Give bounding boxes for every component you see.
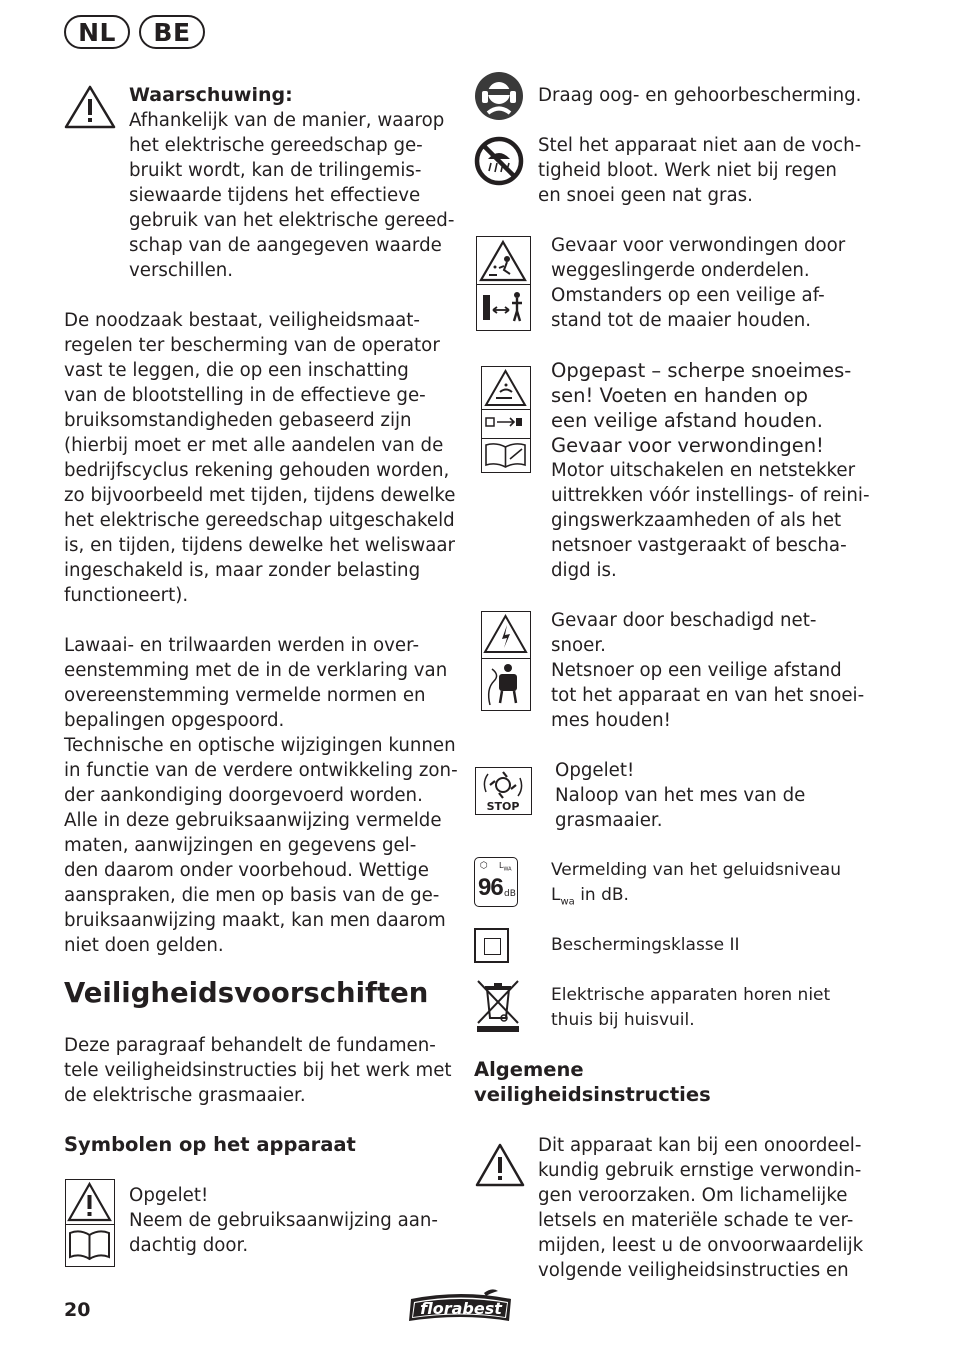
sharp-blades-warning-line: Opgepast – scherpe snoeimes- xyxy=(551,359,852,382)
florabest-logo xyxy=(406,1287,516,1327)
no-rain-icon xyxy=(474,136,524,186)
paragraph-exposure-line: vast te leggen, die op een inschatting xyxy=(64,360,409,381)
paragraph-noise-values-line: eenstemming met de in de verklaring van xyxy=(64,660,448,681)
thrown-objects-text xyxy=(551,233,845,333)
eye-ear-protection-text xyxy=(538,83,861,108)
paragraph-exposure-line: is, en tijden, tijdens dewelke het weliswaar xyxy=(64,535,456,556)
general-safety-text-line: mijden, leest u de onvoorwaardelijk xyxy=(538,1235,864,1256)
unplug-instructions-line: gingswerkzaamheden of als het xyxy=(551,510,842,531)
unplug-instructions-line: digd is. xyxy=(551,560,617,581)
eye-ear-protection-text-line: Draag oog- en gehoorbescherming. xyxy=(538,85,862,106)
damaged-cord-text xyxy=(551,608,864,733)
paragraph-noise-values xyxy=(64,633,458,958)
thrown-objects-text-line: weggeslingerde onderdelen. xyxy=(551,260,810,281)
language-badge-nl: NL xyxy=(64,15,130,49)
blade-rundown-text-line: grasmaaier. xyxy=(555,810,663,831)
weee-text-line: Elektrische apparaten horen niet xyxy=(551,985,831,1005)
paragraph-exposure xyxy=(64,308,455,608)
general-safety-text xyxy=(538,1133,863,1283)
paragraph-noise-values-line: maten, aanwijzingen en gegevens gel- xyxy=(64,835,417,856)
general-safety-text-line: gen veroorzaken. Om lichamelijke xyxy=(538,1185,848,1206)
section-intro-line: de elektrische grasmaaier. xyxy=(64,1085,306,1106)
unplug-instructions-line: netsnoer vastgeraakt of bescha- xyxy=(551,535,847,556)
electric-shock-icon xyxy=(482,612,530,658)
paragraph-exposure-line: ingeschakeld is, maar zonder belasting xyxy=(64,560,421,581)
general-safety-heading-line: Algemene xyxy=(474,1058,584,1081)
paragraph-noise-values-line: Technische en optische wijzigingen kunnen xyxy=(64,735,456,756)
blade-rundown-text-line: Naloop van het mes van de xyxy=(555,785,806,806)
paragraph-exposure-line: De noodzaak bestaat, veiligheidsmaat- xyxy=(64,310,420,331)
paragraph-exposure-line: (hierbij moet er met alle aandelen van de xyxy=(64,435,444,456)
eye-ear-protection-icon xyxy=(474,71,524,121)
open-book-icon xyxy=(66,1224,114,1266)
thrown-objects-text-line: Gevaar voor verwondingen door xyxy=(551,235,846,256)
read-manual-text-line: Neem de gebruiksaanwijzing aan- xyxy=(129,1210,438,1231)
general-safety-text-line: Dit apparaat kan bij een onoordeel- xyxy=(538,1135,862,1156)
warning-body-line: het elektrische gereedschap ge- xyxy=(129,135,423,156)
paragraph-noise-values-line: Lawaai- en trilwaarden werden in over- xyxy=(64,635,420,656)
general-safety-text-line: letsels en materiële schade te ver- xyxy=(538,1210,854,1231)
sharp-blades-symbol xyxy=(481,366,531,473)
warning-triangle-icon xyxy=(475,1142,525,1188)
warning-body xyxy=(129,108,454,283)
no-rain-text-line: tigheid bloot. Werk niet bij regen xyxy=(538,160,837,181)
general-safety-text-line: volgende veiligheidsinstructies en xyxy=(538,1260,849,1281)
paragraph-noise-values-line: der aankondiging doorgevoerd worden. xyxy=(64,785,423,806)
general-safety-heading-line: veiligheidsinstructies xyxy=(474,1083,711,1106)
language-badge-be: BE xyxy=(139,15,205,49)
unplug-instructions-line: Motor uitschakelen en netstekker xyxy=(551,460,856,481)
warning-body-line: schap van de aangegeven waarde xyxy=(129,235,442,256)
paragraph-exposure-line: functioneert). xyxy=(64,585,189,606)
weee-text-line: thuis bij huisvuil. xyxy=(551,1010,695,1030)
read-manual-text-line: dachtig door. xyxy=(129,1235,249,1256)
thrown-objects-text-line: stand tot de maaier houden. xyxy=(551,310,812,331)
sharp-blades-warning-line: een veilige afstand houden. xyxy=(551,409,824,432)
noise-level-icon xyxy=(474,857,518,907)
no-rain-text-line: en snoei geen nat gras. xyxy=(538,185,753,206)
blade-rundown-icon xyxy=(475,767,532,815)
protection-class-text xyxy=(551,933,740,958)
sharp-blades-warning xyxy=(551,358,851,458)
warning-body-line: Afhankelijk van de manier, waarop xyxy=(129,110,445,131)
general-safety-heading xyxy=(474,1057,711,1107)
page-number: 20 xyxy=(64,1299,91,1321)
paragraph-exposure-line: bedrijfscyclus rekening gehouden worden, xyxy=(64,460,450,481)
paragraph-exposure-line: van de blootstelling in de effectieve ge- xyxy=(64,385,426,406)
thrown-objects-symbol xyxy=(476,236,531,331)
paragraph-noise-values-line: niet doen gelden. xyxy=(64,935,224,956)
read-manual-text xyxy=(129,1183,438,1258)
blade-rundown-text-line: Opgelet! xyxy=(555,760,635,781)
damaged-cord-text-line: tot het apparaat en van het snoei- xyxy=(551,685,865,706)
warning-body-line: siewaarde tijdens het effectieve xyxy=(129,185,421,206)
section-intro xyxy=(64,1033,452,1108)
paragraph-exposure-line: het elektrische gereedschap uitgeschakeld xyxy=(64,510,455,531)
section-title: Veiligheidsvoorschiften xyxy=(64,977,429,1009)
no-rain-text-line: Stel het apparaat niet aan de voch- xyxy=(538,135,862,156)
damaged-cord-text-line: mes houden! xyxy=(551,710,671,731)
paragraph-noise-values-line: bruiksaanwijzing maakt, kan men daarom xyxy=(64,910,446,931)
damaged-cord-text-line: snoer. xyxy=(551,635,606,656)
unplug-instructions xyxy=(551,458,870,583)
section-intro-line: Deze paragraaf behandelt de fundamen- xyxy=(64,1035,436,1056)
damaged-cord-symbol xyxy=(481,611,531,711)
noise-value: 96 xyxy=(478,874,503,901)
read-manual-symbol xyxy=(65,1179,115,1267)
paragraph-exposure-line: zo bijvoorbeeld met tijden, tijdens dewelke xyxy=(64,485,456,506)
noise-level-text: Vermelding van het geluidsniveau xyxy=(551,860,841,880)
paragraph-noise-values-line: aanspraken, die men op basis van de ge- xyxy=(64,885,440,906)
noise-level-text-2: $L_{wa}$ in dB. xyxy=(551,885,629,908)
read-manual-text-line: Opgelet! xyxy=(129,1185,209,1206)
no-rain-text xyxy=(538,133,861,208)
protection-class-text-line: Beschermingsklasse II xyxy=(551,935,740,955)
unplug-icon xyxy=(482,409,530,438)
protection-class-ii-icon xyxy=(474,928,509,963)
thrown-objects-text-line: Omstanders op een veilige af- xyxy=(551,285,825,306)
noise-unit: dB xyxy=(504,889,516,899)
sharp-blades-hand-icon xyxy=(482,367,530,409)
damaged-cord-text-line: Netsnoer op een veilige afstand xyxy=(551,660,842,681)
noise-icon-label: $L_{WA}$ xyxy=(499,861,512,873)
cord-distance-icon xyxy=(482,658,530,710)
weee-bin-icon xyxy=(474,978,522,1033)
subsection-title: Symbolen op het apparaat xyxy=(64,1133,356,1156)
paragraph-noise-values-line: in functie van de verdere ontwikkeling zon- xyxy=(64,760,458,781)
sharp-blades-warning-line: sen! Voeten en handen op xyxy=(551,384,808,407)
paragraph-exposure-line: bruiksomstandigheden gebaseerd zijn xyxy=(64,410,412,431)
paragraph-noise-values-line: den daarom onder voorbehoud. Wettige xyxy=(64,860,429,881)
section-intro-line: tele veiligheidsinstructies bij het werk met xyxy=(64,1060,452,1081)
warning-triangle-icon xyxy=(64,84,116,130)
warning-title: Waarschuwing: xyxy=(129,84,293,106)
warning-body-line: verschillen. xyxy=(129,260,234,281)
damaged-cord-text-line: Gevaar door beschadigd net- xyxy=(551,610,817,631)
paragraph-noise-values-line: bepalingen opgespoord. xyxy=(64,710,285,731)
thrown-objects-icon xyxy=(477,237,530,284)
stop-label: STOP xyxy=(486,800,520,813)
unplug-instructions-line: uittrekken vóór instellings- of reini- xyxy=(551,485,870,506)
paragraph-noise-values-line: Alle in deze gebruiksaanwijzing vermelde xyxy=(64,810,442,831)
blade-rundown-text xyxy=(555,758,805,833)
manual-book-icon xyxy=(482,438,530,472)
warning-triangle-icon xyxy=(66,1180,114,1224)
general-safety-text-line: kundig gebruik ernstige verwondin- xyxy=(538,1160,862,1181)
warning-body-line: gebruik van het elektrische gereed- xyxy=(129,210,455,231)
safe-distance-icon xyxy=(477,284,530,330)
noise-icon-hex: ⬡ xyxy=(480,861,488,871)
svg-text:florabest: florabest xyxy=(420,1299,502,1318)
warning-body-line: bruikt wordt, kan de trilingemis- xyxy=(129,160,422,181)
weee-text xyxy=(551,983,830,1033)
paragraph-noise-values-line: overeenstemming vermelde normen en xyxy=(64,685,426,706)
paragraph-exposure-line: regelen ter bescherming van de operator xyxy=(64,335,440,356)
sharp-blades-warning-line: Gevaar voor verwondingen! xyxy=(551,434,824,457)
